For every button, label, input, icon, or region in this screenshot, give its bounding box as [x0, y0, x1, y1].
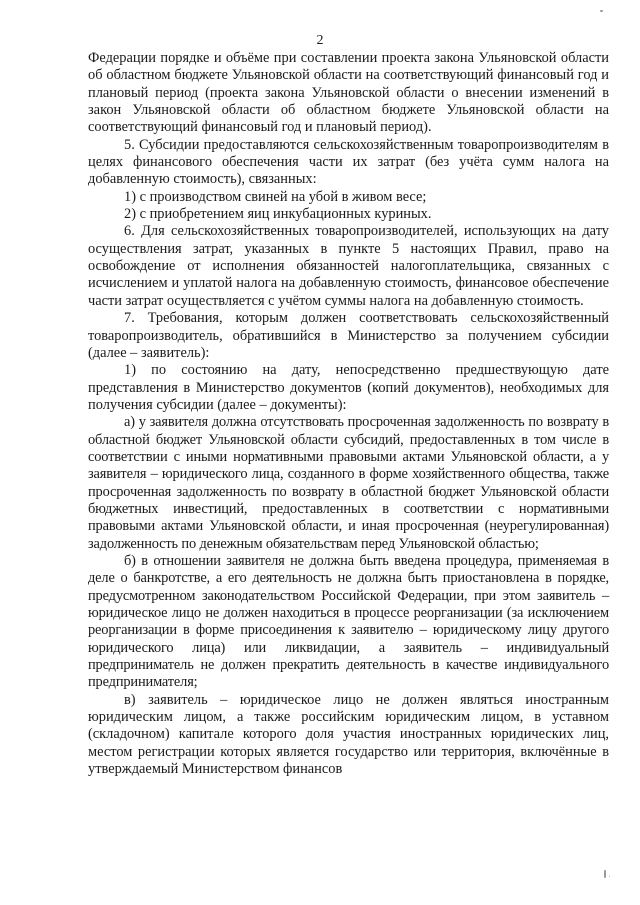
scan-speck	[609, 876, 610, 877]
page-number: 2	[316, 33, 324, 48]
paragraph-item-7-1-a: а) у заявителя должна отсутствовать просроченная задолженность по возврату в областной бюджет Ульяновской области субсидий, предоставленных в том числе в соответствии с иными нормативными правовыми актами Ульяновской области, а у заявителя – юридического лица, созданного в форме хозяйственного общества, также просроченная задолженность по возврату в областной бюджет Ульяновской области бюджетных инвестиций, предоставленных в соответствии с нормативными правовыми актами Ульяновской области, и иная просроченная (неурегулированная) задолженность по денежным обязательствам перед Ульяновской областью;	[88, 414, 609, 552]
paragraph-item-7-1-v: в) заявитель – юридическое лицо не должен являться иностранным юридическим лицом, а также российским юридическим лицом, в уставном (складочном) капитале которого доля участия иностранных юридических лиц, местом регистрации которых является государство или территория, включённые в утверждаемый Министерством финансов	[88, 691, 609, 778]
paragraph-item-7-1-b: б) в отношении заявителя не должна быть введена процедура, применяемая в деле о банкротстве, а его деятельность не должна быть приостановлена в порядке, предусмотренном законодательством Российской Федерации, при этом заявитель – юридическое лицо не должен находиться в процессе реорганизации (за исключением реорганизации в форме присоединения к заявителю – юридическому лицу другого юридического лица) или ликвидации, а заявитель – индивидуальный предприниматель не должен прекратить деятельность в качестве индивидуального предпринимателя;	[88, 552, 609, 691]
paragraph-item-5: 5. Субсидии предоставляются сельскохозяйственным товаропроизводителям в целях финансового обеспечения части их затрат (без учёта сумм налога на добавленную стоимость), связанных:	[88, 136, 609, 188]
scan-speck	[604, 870, 606, 878]
scan-speck	[600, 10, 603, 12]
paragraph-item-7: 7. Требования, которым должен соответствовать сельскохозяйственный товаропроизводитель, обратившийся в Министерство за получением субсидии (далее – заявитель):	[88, 310, 609, 361]
paragraph-continuation: Федерации порядке и объёме при составлении проекта закона Ульяновской области об областном бюджете Ульяновской области на соответствующий финансовый год и плановый период (проекта закона Ульяновской области о внесении изменений в закон Ульяновской области об областном бюджете Ульяновской области на соответствующий финансовый год и плановый период).	[88, 50, 609, 136]
paragraph-item-5-1: 1) с производством свиней на убой в живом весе;	[124, 188, 427, 205]
paragraph-item-7-1: 1) по состоянию на дату, непосредственно предшествующую дате представления в Министерство документов (копий документов), необходимых для получения субсидии (далее – документы):	[88, 362, 609, 413]
paragraph-item-6: 6. Для сельскохозяйственных товаропроизводителей, использующих на дату осуществления затрат, указанных в пункте 5 настоящих Правил, право на освобождение от исполнения обязанностей налогоплательщика, связанных с исчислением и уплатой налога на добавленную стоимость, финансовое обеспечение части затрат осуществляется с учётом суммы налога на добавленную стоимость.	[88, 223, 609, 309]
document-body	[88, 50, 609, 778]
paragraph-item-5-2: 2) с приобретением яиц инкубационных куриных.	[124, 206, 432, 223]
